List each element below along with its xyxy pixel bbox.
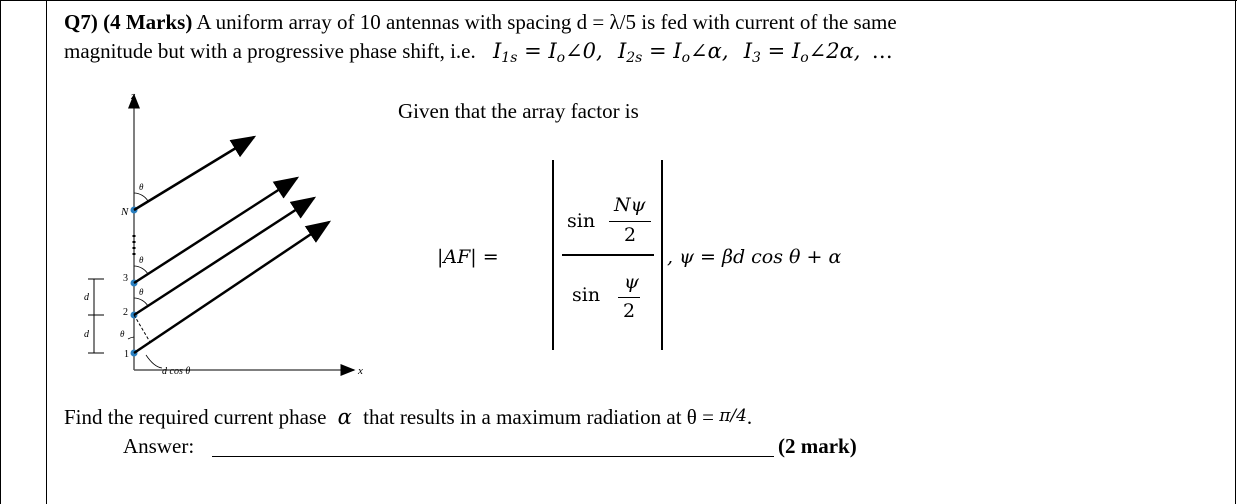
d-label-upper: d: [84, 292, 89, 303]
current-ellipsis: …: [871, 39, 893, 63]
question-label: Q7) (4 Marks): [64, 10, 193, 34]
find-prefix: Find the required current phase: [64, 405, 327, 429]
theta-label-N: θ: [139, 182, 144, 192]
theta-arc-2: [134, 298, 148, 306]
element-2-label: 2: [123, 307, 128, 318]
main-fraction-bar: [562, 254, 654, 256]
current-3: $I_3$ = $I_o\angle 2\alpha$,: [743, 39, 861, 66]
given-text: Given that the array factor is: [398, 99, 639, 123]
d-label-lower: d: [84, 329, 89, 340]
af-rhs: , ψ = βd cos θ + α: [667, 246, 842, 268]
theta-arc-3: [134, 266, 148, 274]
den-sin: sin: [572, 284, 601, 306]
den-arg-bottom: 2: [623, 300, 636, 322]
theta-label-1: θ: [120, 329, 125, 339]
projection-line: [134, 315, 150, 342]
theta-value: π/4: [719, 406, 747, 426]
array-factor-formula: [437, 158, 997, 368]
top-border: [0, 0, 1237, 1]
find-var: α: [337, 405, 352, 429]
x-axis-label: x: [358, 365, 363, 377]
ray-1: [134, 222, 329, 353]
antenna-array-figure: [84, 85, 364, 377]
num-sin: sin: [567, 210, 596, 232]
dcos-leader: [146, 355, 162, 368]
current-1: $I_{1s}$ = $I_o\angle 0$,: [493, 39, 603, 66]
find-line: Find the required current phase α that results in a maximum radiation at θ = π/4.: [64, 405, 753, 429]
num-arg-bar: [609, 221, 651, 222]
ray-N: [134, 137, 254, 210]
den-arg-bar: [618, 297, 640, 298]
marks-label: (2 mark): [778, 434, 857, 458]
element-N-label: N: [121, 206, 129, 218]
find-suffix: that results in a maximum radiation at θ =: [363, 405, 714, 429]
answer-label: Answer:: [123, 434, 195, 458]
af-lhs: |AF| =: [437, 246, 499, 268]
theta-label-2: θ: [139, 287, 144, 297]
theta-label-3: θ: [139, 255, 144, 265]
abs-bar-right: [661, 160, 663, 350]
ray-2: [134, 198, 314, 315]
den-arg-top: ψ: [624, 271, 639, 293]
right-border: [1235, 0, 1236, 504]
dcos-label: d cos θ: [162, 366, 191, 377]
question-line-2: [64, 38, 893, 64]
theta-arc-1: [128, 337, 134, 339]
num-arg-top: Nψ: [614, 194, 646, 216]
answer-field[interactable]: [212, 456, 774, 457]
element-1-label: 1: [124, 349, 129, 360]
question-line-1: [64, 9, 897, 35]
inner-left-border: [46, 0, 47, 504]
abs-bar-left: [552, 160, 554, 350]
question-line2-prefix: magnitude but with a progressive phase shift, i.e.: [64, 39, 476, 63]
outer-left-border: [0, 0, 1, 504]
theta-arc-N: [134, 193, 148, 201]
question-intro: A uniform array of 10 antennas with spacing d = λ/5 is fed with current of the same: [196, 10, 897, 34]
num-arg-bottom: 2: [624, 224, 637, 246]
current-2: $I_{2s}$ = $I_o\angle\alpha$,: [617, 39, 729, 66]
z-axis-label: z: [131, 90, 136, 102]
element-3-label: 3: [123, 273, 128, 284]
